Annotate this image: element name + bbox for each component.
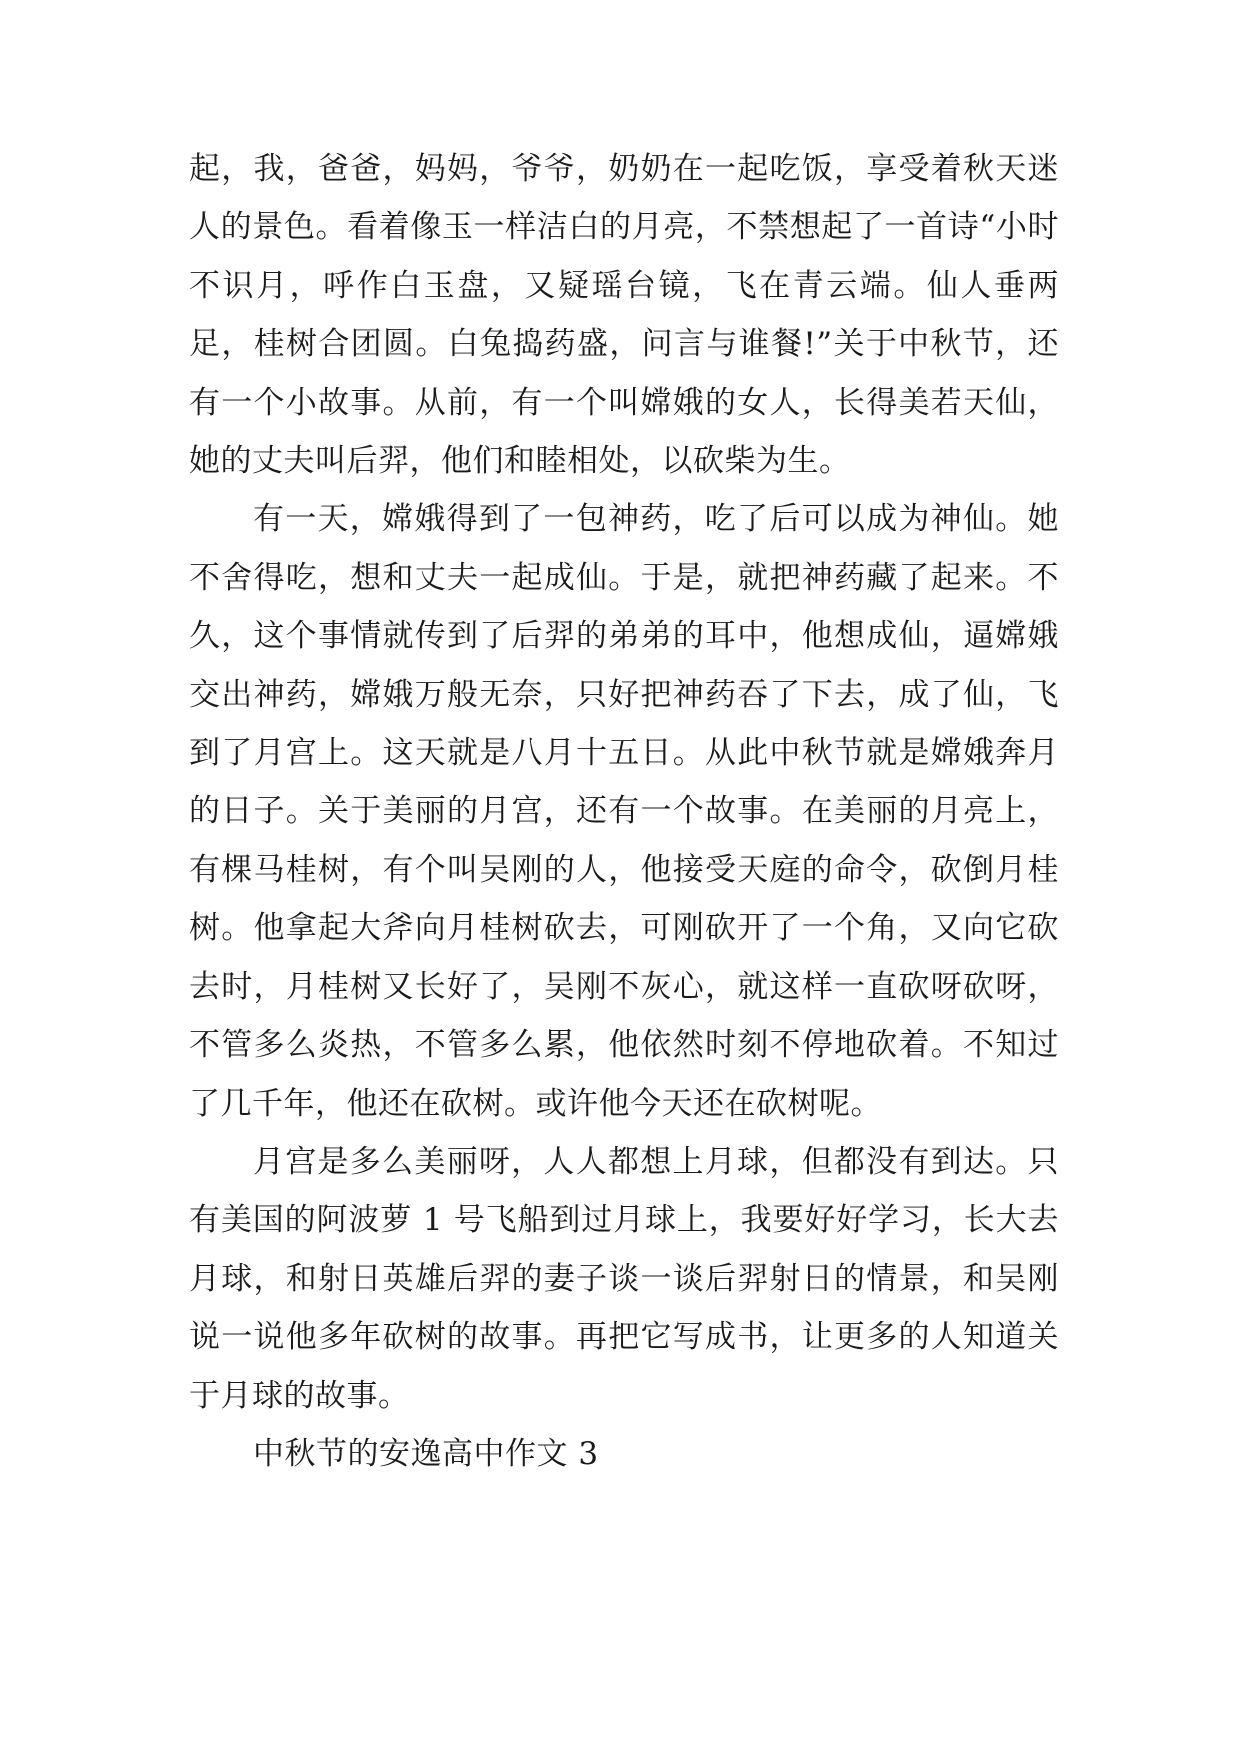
essay-heading: 中秋节的安逸高中作文 3: [253, 1435, 599, 1472]
paragraph-continued: 起，我，爸爸，妈妈，爷爷，奶奶在一起吃饭，享受着秋天迷人的景色。看着像玉一样洁白的月亮，不禁想起了一首诗“小时不识月，呼作白玉盘，又疑瑶台镜，飞在青云端。仙人垂两足，桂树合团圆。白兔捣药盛，问言与谁餐!”关于中秋节，还有一个小故事。从前，有一个叫嫦娥的女人，长得美若天仙，她的丈夫叫后羿，他们和睦相处，以砍柴为生。: [189, 151, 1059, 480]
paragraph-change-legend: 有一天，嫦娥得到了一包神药，吃了后可以成为神仙。她不舍得吃，想和丈夫一起成仙。于是，就把神药藏了起来。不久，这个事情就传到了后羿的弟弟的耳中，他想成仙，逼嫦娥交出神药，嫦娥万般无奈，只好把神药吞了下去，成了仙，飞到了月宫上。这天就是八月十五日。从此中秋节就是嫦娥奔月的日子。关于美丽的月宫，还有一个故事。在美丽的月亮上，有棵马桂树，有个叫吴刚的人，他接受天庭的命令，砍倒月桂树。他拿起大斧向月桂树砍去，可刚砍开了一个角，又向它砍去时，月桂树又长好了，吴刚不灰心，就这样一直砍呀砍呀，不管多么炎热，不管多么累，他依然时刻不停地砍着。不知过了几千年，他还在砍树。或许他今天还在砍树呢。: [189, 501, 1059, 1122]
document-body: [189, 140, 1059, 1483]
paragraph-moon-dream: 月宫是多么美丽呀，人人都想上月球，但都没有到达。只有美国的阿波萝 1 号飞船到过月球上，我要好好学习，长大去月球，和射日英雄后羿的妻子谈一谈后羿射日的情景，和吴刚说一说他多年砍树的故事。再把它写成书，让更多的人知道关于月球的故事。: [189, 1143, 1059, 1414]
